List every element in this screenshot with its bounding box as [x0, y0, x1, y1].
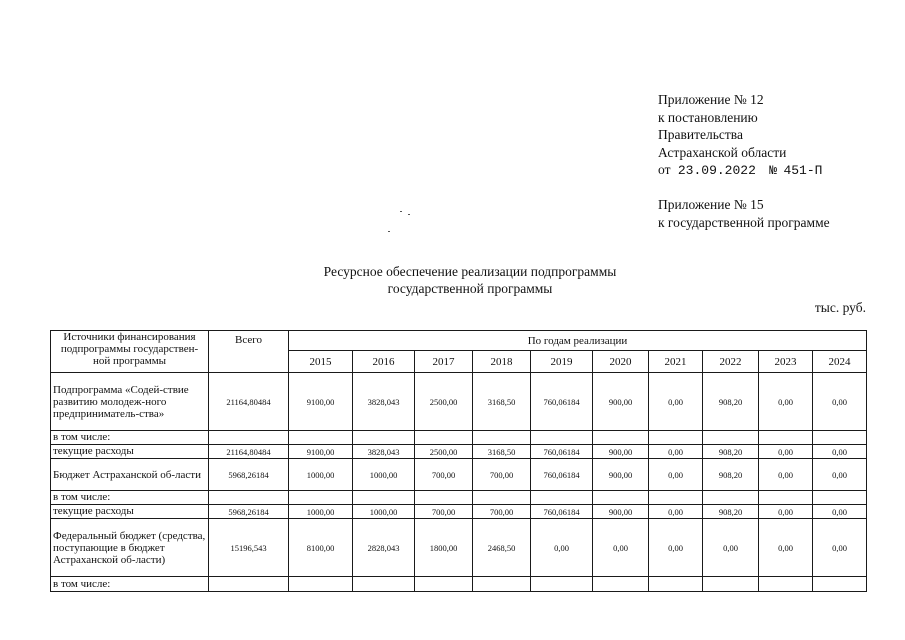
year-value-cell: 0,00	[593, 519, 649, 577]
title-line-2: государственной программы	[387, 281, 553, 296]
appendix-15-block	[658, 196, 830, 231]
year-value-cell: 0,00	[759, 505, 813, 519]
table-row	[51, 373, 867, 431]
year-value-cell	[473, 431, 531, 445]
year-value-cell	[531, 431, 593, 445]
year-value-cell: 8100,00	[289, 519, 353, 577]
year-value-cell: 900,00	[593, 505, 649, 519]
funding-table	[50, 330, 867, 592]
table-row	[51, 505, 867, 519]
year-value-cell: 900,00	[593, 445, 649, 459]
year-value-cell: 700,00	[473, 459, 531, 491]
year-value-cell	[415, 431, 473, 445]
year-value-cell: 0,00	[531, 519, 593, 577]
year-value-cell: 1000,00	[353, 459, 415, 491]
year-value-cell	[649, 491, 703, 505]
scan-speck	[388, 231, 390, 232]
year-value-cell: 2828,043	[353, 519, 415, 577]
year-value-cell: 0,00	[813, 505, 867, 519]
appendix-12-line-3: Правительства	[658, 127, 743, 142]
year-value-cell: 0,00	[813, 373, 867, 431]
table-row	[51, 491, 867, 505]
year-value-cell: 2468,50	[473, 519, 531, 577]
year-value-cell	[703, 491, 759, 505]
year-value-cell	[289, 491, 353, 505]
row-label: в том числе:	[51, 431, 209, 445]
table-row	[51, 459, 867, 491]
header-year-8: 2023	[759, 351, 813, 373]
year-value-cell: 0,00	[649, 505, 703, 519]
year-value-cell	[593, 577, 649, 592]
year-value-cell: 9100,00	[289, 373, 353, 431]
year-value-cell: 908,20	[703, 445, 759, 459]
year-value-cell: 760,06184	[531, 445, 593, 459]
table-row	[51, 519, 867, 577]
year-value-cell	[473, 491, 531, 505]
year-value-cell: 700,00	[415, 459, 473, 491]
resolution-number: 451-П	[783, 163, 823, 178]
year-value-cell	[813, 431, 867, 445]
row-total: 15196,543	[209, 519, 289, 577]
header-year-2: 2017	[415, 351, 473, 373]
header-year-4: 2019	[531, 351, 593, 373]
header-year-9: 2024	[813, 351, 867, 373]
year-value-cell	[353, 491, 415, 505]
header-year-6: 2021	[649, 351, 703, 373]
year-value-cell: 3168,50	[473, 445, 531, 459]
row-label: Бюджет Астраханской об-ласти	[51, 459, 209, 491]
year-value-cell	[593, 491, 649, 505]
year-value-cell: 0,00	[813, 459, 867, 491]
appendix-12-line-4: Астраханской области	[658, 144, 787, 160]
year-value-cell: 0,00	[759, 373, 813, 431]
year-value-cell: 0,00	[703, 519, 759, 577]
scan-speck	[400, 211, 402, 212]
year-value-cell: 0,00	[759, 519, 813, 577]
year-value-cell: 0,00	[759, 459, 813, 491]
header-sources: Источники финансирования подпрограммы государствен-ной программы	[51, 331, 209, 373]
year-value-cell	[415, 491, 473, 505]
scan-speck	[408, 214, 410, 215]
year-value-cell: 760,06184	[531, 505, 593, 519]
year-value-cell	[531, 491, 593, 505]
appendix-12-date-line	[658, 161, 822, 180]
row-label: текущие расходы	[51, 505, 209, 519]
appendix-15-title: Приложение № 15	[658, 197, 764, 212]
header-by-years: По годам реализации	[289, 331, 867, 351]
year-value-cell: 9100,00	[289, 445, 353, 459]
date-prefix: от	[658, 162, 671, 177]
row-label: в том числе:	[51, 491, 209, 505]
year-value-cell: 2500,00	[415, 373, 473, 431]
row-label: Федеральный бюджет (средства, поступающие в бюджет Астраханской об-ласти)	[51, 519, 209, 577]
year-value-cell: 760,06184	[531, 459, 593, 491]
year-value-cell	[353, 431, 415, 445]
header-year-5: 2020	[593, 351, 649, 373]
table-row	[51, 445, 867, 459]
year-value-cell	[289, 431, 353, 445]
year-value-cell	[473, 577, 531, 592]
resolution-date: 23.09.2022	[677, 163, 756, 178]
year-value-cell: 908,20	[703, 373, 759, 431]
year-value-cell: 0,00	[649, 373, 703, 431]
header-total: Всего	[209, 331, 289, 373]
number-sign: №	[769, 163, 778, 178]
year-value-cell	[703, 577, 759, 592]
row-label: Подпрограмма «Содей-ствие развитию молодеж-ного предприниматель-ства»	[51, 373, 209, 431]
year-value-cell	[415, 577, 473, 592]
year-value-cell: 1000,00	[289, 505, 353, 519]
row-total	[209, 577, 289, 592]
year-value-cell	[813, 577, 867, 592]
appendix-12-line-2: к постановлению	[658, 109, 758, 125]
year-value-cell: 0,00	[649, 445, 703, 459]
year-value-cell	[531, 577, 593, 592]
year-value-cell: 0,00	[813, 519, 867, 577]
year-value-cell: 1000,00	[353, 505, 415, 519]
year-value-cell	[813, 491, 867, 505]
year-value-cell: 1000,00	[289, 459, 353, 491]
year-value-cell: 0,00	[813, 445, 867, 459]
year-value-cell: 3168,50	[473, 373, 531, 431]
year-value-cell	[649, 577, 703, 592]
year-value-cell: 3828,043	[353, 373, 415, 431]
year-value-cell	[289, 577, 353, 592]
year-value-cell: 0,00	[649, 459, 703, 491]
header-year-1: 2016	[353, 351, 415, 373]
year-value-cell: 700,00	[473, 505, 531, 519]
year-value-cell	[353, 577, 415, 592]
year-value-cell: 900,00	[593, 373, 649, 431]
year-value-cell: 908,20	[703, 505, 759, 519]
row-label: в том числе:	[51, 577, 209, 592]
header-row	[51, 331, 867, 351]
table-row	[51, 577, 867, 592]
year-value-cell: 760,06184	[531, 373, 593, 431]
year-value-cell: 908,20	[703, 459, 759, 491]
year-value-cell: 900,00	[593, 459, 649, 491]
appendix-12-title: Приложение № 12	[658, 92, 764, 107]
year-value-cell: 1800,00	[415, 519, 473, 577]
currency-units: тыс. руб.	[814, 300, 866, 315]
header-year-7: 2022	[703, 351, 759, 373]
appendix-15-line-2: к государственной программе	[658, 214, 830, 230]
row-total: 5968,26184	[209, 459, 289, 491]
year-value-cell: 3828,043	[353, 445, 415, 459]
document-title	[260, 263, 680, 297]
row-total	[209, 431, 289, 445]
year-value-cell	[649, 431, 703, 445]
year-value-cell: 0,00	[649, 519, 703, 577]
title-line-1: Ресурсное обеспечение реализации подпрограммы	[323, 264, 617, 279]
year-value-cell	[759, 491, 813, 505]
row-total: 21164,80484	[209, 445, 289, 459]
table-row	[51, 431, 867, 445]
year-value-cell	[759, 577, 813, 592]
year-value-cell	[593, 431, 649, 445]
row-total: 21164,80484	[209, 373, 289, 431]
year-value-cell: 2500,00	[415, 445, 473, 459]
appendix-12-block	[658, 91, 822, 180]
row-total: 5968,26184	[209, 505, 289, 519]
header-year-3: 2018	[473, 351, 531, 373]
year-value-cell	[759, 431, 813, 445]
year-value-cell: 700,00	[415, 505, 473, 519]
row-label: текущие расходы	[51, 445, 209, 459]
year-value-cell: 0,00	[759, 445, 813, 459]
header-year-0: 2015	[289, 351, 353, 373]
year-value-cell	[703, 431, 759, 445]
row-total	[209, 491, 289, 505]
